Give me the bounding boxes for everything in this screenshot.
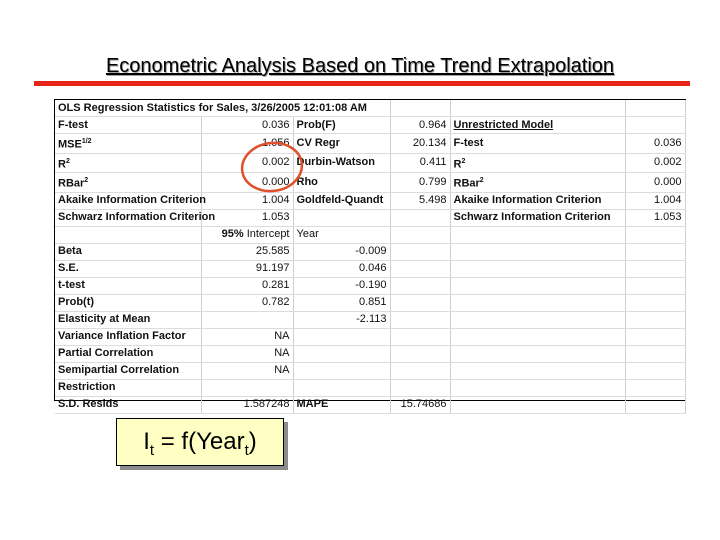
stat-label: F-test <box>55 117 201 134</box>
stat-label-superscript: 2 <box>84 177 89 185</box>
coefficient-row <box>55 345 685 362</box>
stat-label: Akaike Information Criterion <box>55 192 201 209</box>
year-value: -0.190 <box>293 277 390 294</box>
year-header: Year <box>293 226 390 243</box>
intercept-value: NA <box>201 345 293 362</box>
sd-resids-label: S.D. Resids <box>55 396 201 413</box>
stat-label: Goldfeld-Quandt <box>293 192 390 209</box>
intercept-value <box>201 311 293 328</box>
year-value: -0.009 <box>293 243 390 260</box>
stat-label: CV Regr <box>293 134 390 154</box>
coefficient-row <box>55 362 685 379</box>
coefficient-label: Elasticity at Mean <box>55 311 201 328</box>
coefficient-row <box>55 379 685 396</box>
stat-label: Schwarz Information Criterion <box>450 209 625 226</box>
stat-row <box>55 173 685 193</box>
title-underline-rule <box>34 81 690 86</box>
stat-label-superscript: 2 <box>479 177 484 185</box>
stat-value: 1.004 <box>625 192 685 209</box>
coefficient-label: Restriction <box>55 379 201 396</box>
formula-end: ) <box>248 428 257 455</box>
stat-value: 0.000 <box>201 173 293 193</box>
intercept-header: Intercept <box>246 228 290 241</box>
coefficient-row <box>55 260 685 277</box>
formula-mid: = f(Year <box>154 428 245 455</box>
coefficient-row <box>55 294 685 311</box>
sheet-header: OLS Regression Statistics for Sales, 3/26/2005 12:01:08 AM <box>55 100 390 117</box>
formula-lhs: I <box>143 428 150 455</box>
coefficient-label: S.E. <box>55 260 201 277</box>
year-value: -2.113 <box>293 311 390 328</box>
stat-label: RBar <box>58 177 85 190</box>
stat-value: 1.053 <box>201 209 293 226</box>
slide-title: Econometric Analysis Based on Time Trend Extrapolation <box>105 55 615 77</box>
stat-label: F-test <box>450 134 625 154</box>
stat-row <box>55 153 685 173</box>
confidence-level: 95% <box>221 228 244 241</box>
stat-value: 1.056 <box>201 134 293 154</box>
stat-value: 0.799 <box>390 173 450 193</box>
residuals-row <box>55 396 685 413</box>
stat-value: 0.036 <box>201 117 293 134</box>
stat-label: Akaike Information Criterion <box>450 192 625 209</box>
stat-value: 0.964 <box>390 117 450 134</box>
stat-label-superscript: 1/2 <box>81 138 92 145</box>
intercept-value: 0.281 <box>201 277 293 294</box>
coefficient-row <box>55 328 685 345</box>
stat-label-superscript: 2 <box>65 157 70 165</box>
intercept-value <box>201 379 293 396</box>
stat-value <box>390 209 450 226</box>
stat-label: R <box>58 158 66 171</box>
year-value <box>293 345 390 362</box>
stat-value: 0.002 <box>625 153 685 173</box>
stat-label: Rho <box>293 173 390 193</box>
mape-value: 15.74686 <box>390 396 450 413</box>
stat-label: Schwarz Information Criterion <box>55 209 201 226</box>
coefficient-label: Partial Correlation <box>55 345 201 362</box>
coefficient-header-row <box>55 226 685 243</box>
intercept-value: NA <box>201 362 293 379</box>
coefficient-label: Beta <box>55 243 201 260</box>
coefficient-row <box>55 277 685 294</box>
stat-value: 0.000 <box>625 173 685 193</box>
stat-label: Prob(F) <box>293 117 390 134</box>
stat-row <box>55 192 685 209</box>
stat-value: 1.004 <box>201 192 293 209</box>
coefficient-label: t-test <box>55 277 201 294</box>
stat-label: Durbin-Watson <box>293 153 390 173</box>
stat-value: 1.053 <box>625 209 685 226</box>
regression-table <box>55 100 686 414</box>
intercept-value: 0.782 <box>201 294 293 311</box>
unrestricted-model-heading: Unrestricted Model <box>450 117 625 134</box>
stat-label: MSE <box>58 138 82 151</box>
stat-row <box>55 117 685 134</box>
sd-resids-value: 1.587248 <box>201 396 293 413</box>
intercept-value: 25.585 <box>201 243 293 260</box>
stat-label <box>293 209 390 226</box>
coefficient-label: Variance Inflation Factor <box>55 328 201 345</box>
stat-row <box>55 209 685 226</box>
stat-value: 0.411 <box>390 153 450 173</box>
stat-value: 20.134 <box>390 134 450 154</box>
coefficient-label: Semipartial Correlation <box>55 362 201 379</box>
coefficient-row <box>55 243 685 260</box>
formula-lhs-subscript: t <box>149 441 155 459</box>
stat-value: 5.498 <box>390 192 450 209</box>
intercept-value: NA <box>201 328 293 345</box>
regression-output-sheet <box>54 99 686 411</box>
stat-label-superscript: 2 <box>461 157 466 165</box>
stat-label: R <box>453 158 462 171</box>
year-value <box>293 328 390 345</box>
year-value <box>293 362 390 379</box>
formula-box <box>116 418 284 466</box>
coefficient-label: Prob(t) <box>55 294 201 311</box>
coefficient-row <box>55 311 685 328</box>
sheet-header-row <box>55 100 685 117</box>
mape-label: MAPE <box>293 396 390 413</box>
year-value <box>293 379 390 396</box>
stat-row <box>55 134 685 154</box>
year-value: 0.046 <box>293 260 390 277</box>
stat-value: 0.002 <box>201 153 293 173</box>
stat-value: 0.036 <box>625 134 685 154</box>
formula-rhs-subscript: t <box>244 441 249 459</box>
intercept-value: 91.197 <box>201 260 293 277</box>
year-value: 0.851 <box>293 294 390 311</box>
stat-value <box>625 117 685 134</box>
stat-label: RBar <box>453 177 480 190</box>
